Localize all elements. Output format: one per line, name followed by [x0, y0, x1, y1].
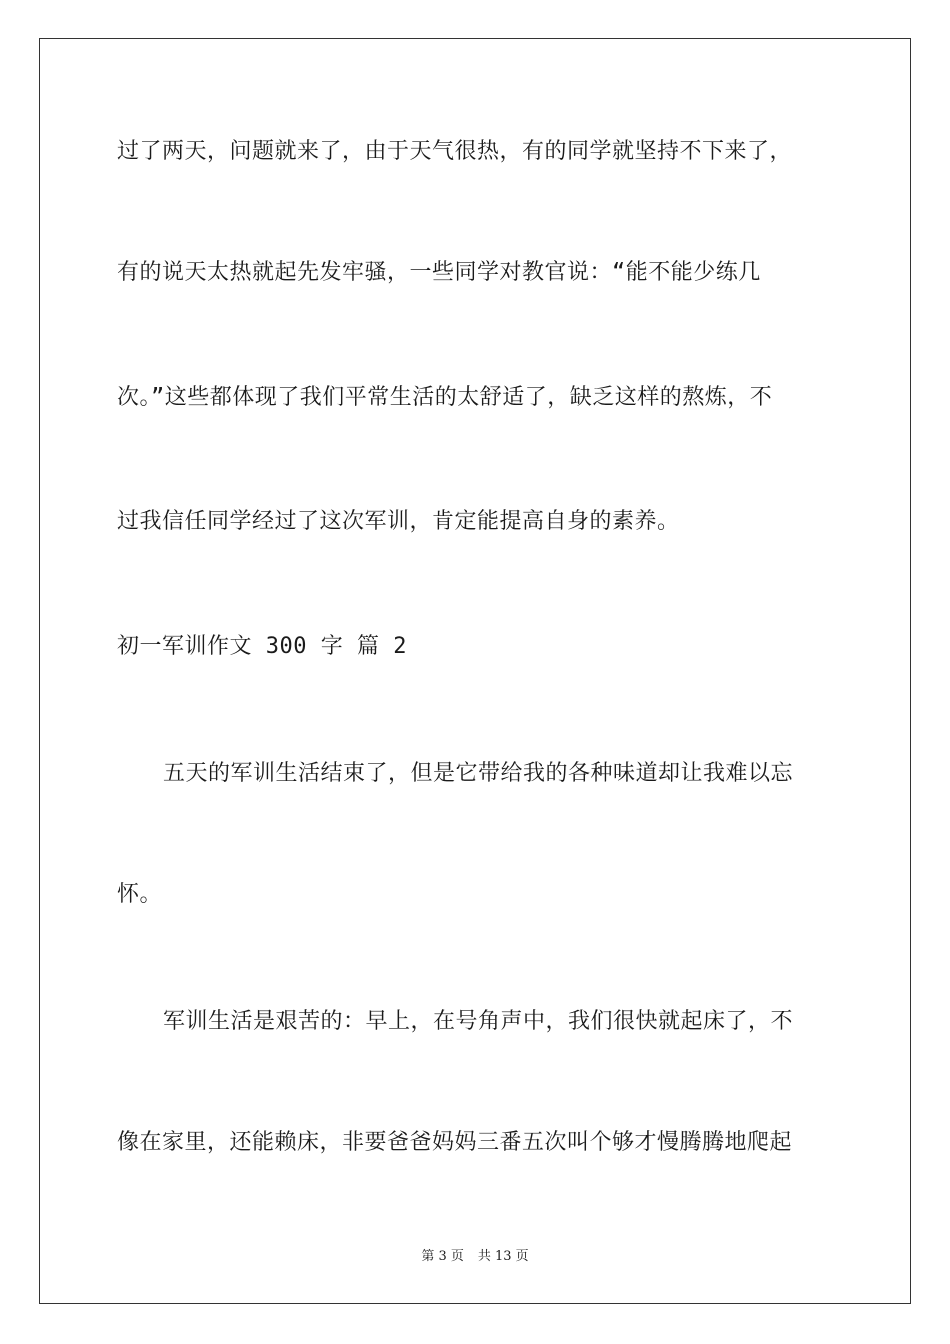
- body-line-3: 次。”这些都体现了我们平常生活的太舒适了，缺乏这样的熬炼，不: [117, 385, 773, 410]
- page-border: [39, 38, 911, 1304]
- page-footer: [0, 1248, 950, 1266]
- section-heading: 初一军训作文 300 字 篇 2: [117, 634, 407, 659]
- page-total: 共 13 页: [477, 1249, 529, 1264]
- paragraph-2-line-1: 五天的军训生活结束了，但是它带给我的各种味道却让我难以忘: [163, 761, 794, 786]
- paragraph-2-line-2: 怀。: [117, 882, 163, 907]
- body-line-4: 过我信任同学经过了这次军训，肯定能提高自身的素养。: [117, 509, 680, 534]
- page-number: 第 3 页: [421, 1249, 464, 1264]
- body-line-1: 过了两天，问题就来了，由于天气很热，有的同学就坚持不下来了，: [117, 139, 793, 164]
- body-line-2: 有的说天太热就起先发牢骚，一些同学对教官说：“能不能少练几: [117, 260, 761, 285]
- paragraph-3-line-1: 军训生活是艰苦的：早上，在号角声中，我们很快就起床了，不: [163, 1009, 794, 1034]
- paragraph-3-line-2: 像在家里，还能赖床，非要爸爸妈妈三番五次叫个够才慢腾腾地爬起: [117, 1130, 793, 1155]
